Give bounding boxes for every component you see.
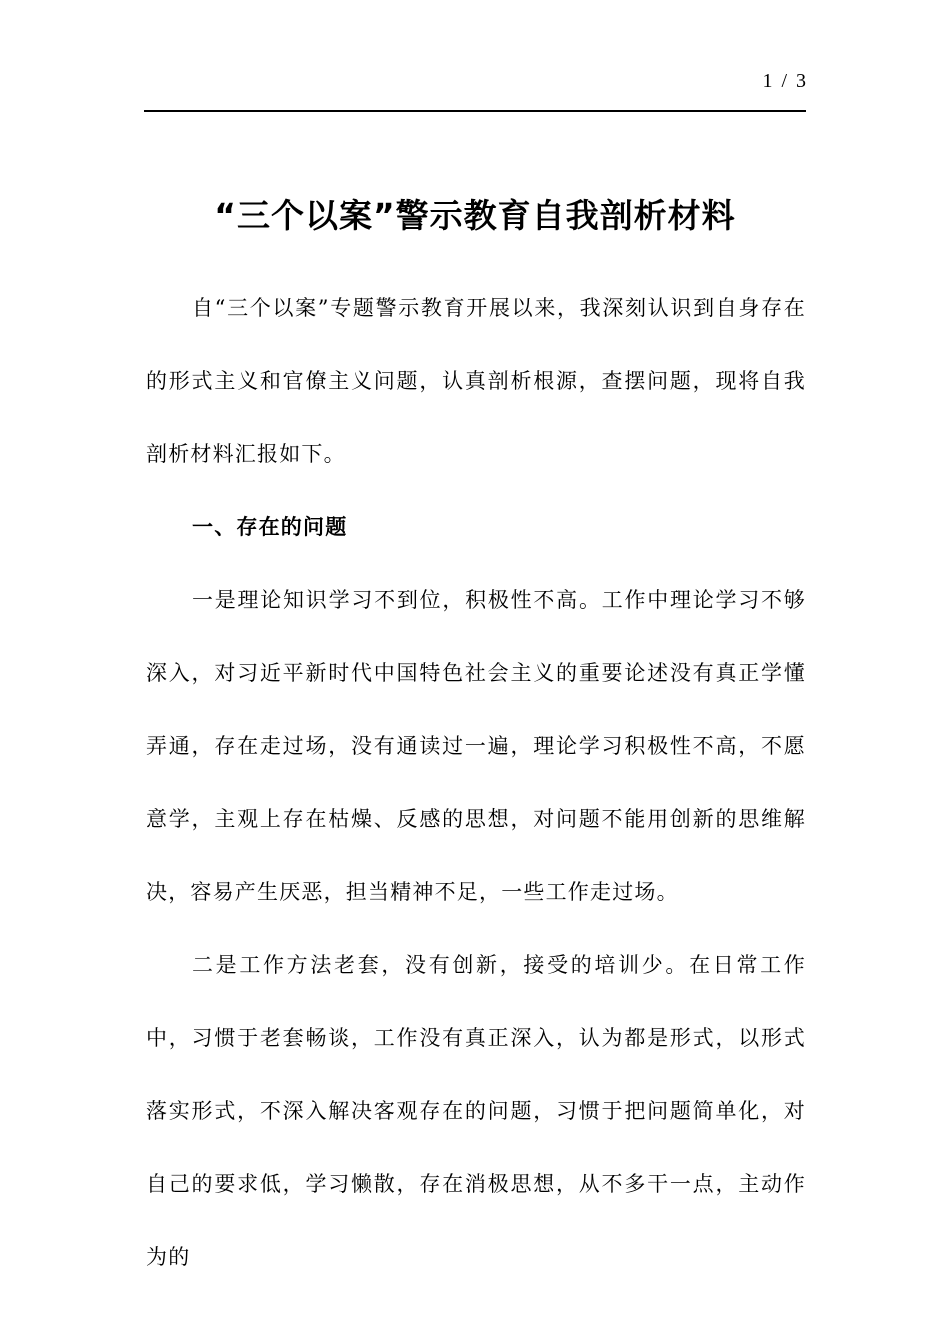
page-number: 1 / 3	[762, 70, 808, 92]
document-body	[146, 272, 806, 1294]
body-paragraph: 一是理论知识学习不到位，积极性不高。工作中理论学习不够深入，对习近平新时代中国特色社会主义的重要论述没有真正学懂弄通，存在走过场，没有通读过一遍，理论学习积极性不高，不愿意学，主观上存在枯燥、反感的思想，对问题不能用创新的思维解决，容易产生厌恶，担当精神不足，一些工作走过场。	[146, 588, 806, 904]
document-title: “三个以案”警示教育自我剖析材料	[214, 196, 736, 236]
body-paragraph: 二是工作方法老套，没有创新，接受的培训少。在日常工作中，习惯于老套畅谈，工作没有真正深入，认为都是形式，以形式落实形式，不深入解决客观存在的问题，习惯于把问题简单化，对自己的要求低，学习懒散，存在消极思想，从不多干一点，主动作为的	[146, 953, 806, 1269]
section-heading: 一、存在的问题	[192, 515, 348, 539]
header-rule	[144, 110, 806, 112]
intro-paragraph: 自“三个以案”专题警示教育开展以来，我深刻认识到自身存在的形式主义和官僚主义问题，认真剖析根源，查摆问题，现将自我剖析材料汇报如下。	[146, 296, 806, 466]
